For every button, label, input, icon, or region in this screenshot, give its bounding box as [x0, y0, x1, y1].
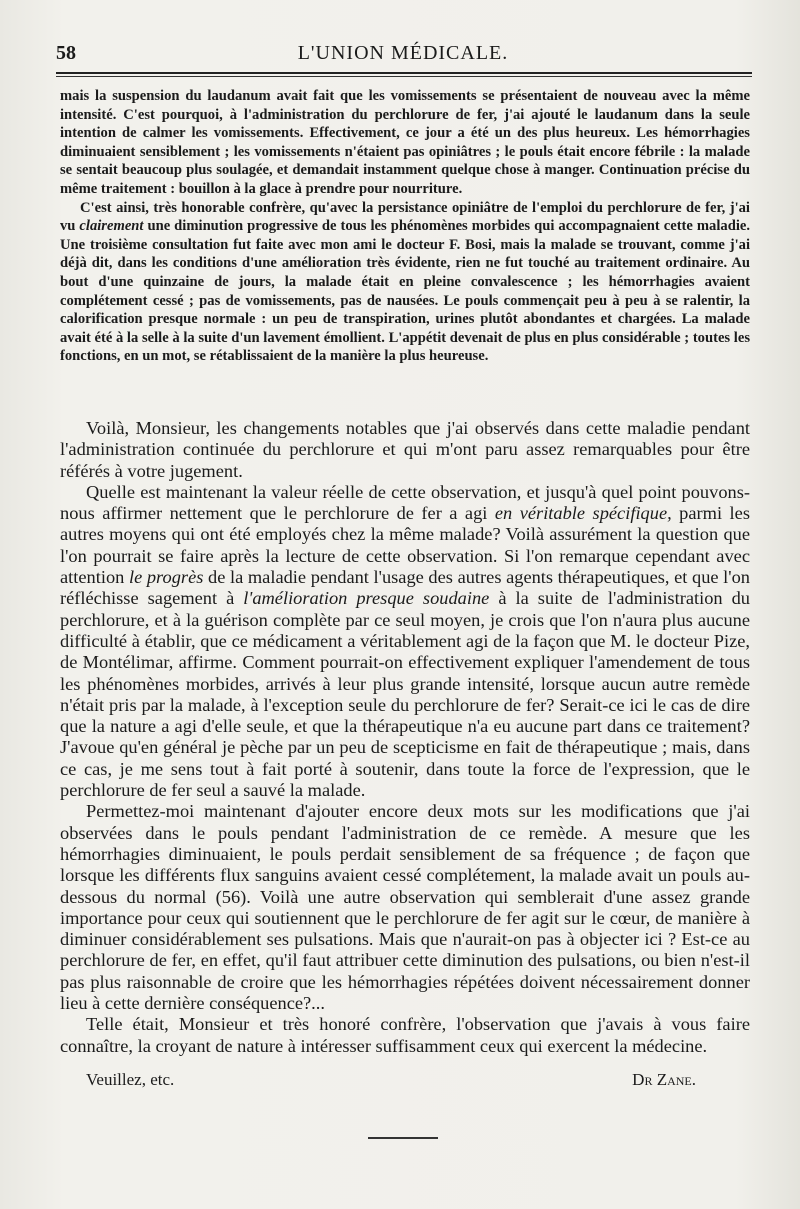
signature: Dr Zane. [632, 1070, 696, 1089]
page-number: 58 [56, 42, 76, 64]
running-title: L'UNION MÉDICALE. [297, 42, 509, 64]
header-rule [56, 72, 752, 77]
paragraph: Telle était, Monsieur et très honoré confrère, l'observation que j'avais à vous faire connaître, la croyant de nature à intéresser suffisamment ceux qui exercent la médecine. [60, 1014, 750, 1056]
closing-formula: Veuillez, etc. [86, 1070, 175, 1089]
text-run: de la maladie pendant l'usage des autres agents thérapeutiques, et que l'on réfléchisse sagement à [60, 567, 750, 609]
paragraph [60, 199, 750, 366]
paragraph: Voilà, Monsieur, les changements notables que j'ai observés dans cette maladie pendant l'administration continuée du perchlorure et qui m'ont paru assez remarquables pour être référés à votre jugement. [60, 418, 750, 481]
italic-text: le progrès [128, 567, 204, 588]
paragraph [60, 482, 750, 801]
end-rule [368, 1137, 438, 1139]
signoff [86, 1070, 696, 1094]
text-run: à la suite de l'administration du perchlorure, et à la guérison complète par ce seul moyen, je crois que l'on n'aura plus aucune difficulté à établir, que ce médicament a véritablement agi de la façon que M. le docteur Pize, de Montélimar, affirme. Comment pourrait-on effectivement expliquer l'amendement de tous les phénomènes morbides, arrivés à leur plus grande intensité, lorsque aucun autre remède n'était pris par la malade, à l'exception seule du perchlorure de fer? Serait-ce ici le cas de dire que la nature a agi d'elle seule, et que la thérapeutique n'a eu aucune part dans ce traitement? J'avoue qu'en général je pèche par un peu de scepticisme en fait de thérapeutique ; mais, dans ce cas, je me sens tout à fait porté à soutenir, dans toute la force de l'expression, que le perchlorure de fer seul a sauvé la malade. [60, 588, 750, 801]
letter-body-section [60, 418, 750, 1057]
paragraph: mais la suspension du laudanum avait fait que les vomissements se présentaient de nouveau avec la même intensité. C'est pourquoi, à l'administration du perchlorure de fer, j'ai ajouté le laudanum dans la seule intention de calmer les vomissements. Effectivement, ce jour a été un des plus heureux. Les hémorrhagies diminuaient sensiblement ; les vomissements n'étaient pas opiniâtres ; le pouls était encore fébrile : la malade se sentait beaucoup plus soulagée, et demandait instamment quelque chose à manger. Continuation précise du même traitement : bouillon à la glace à prendre pour nourriture. [60, 88, 750, 197]
running-header [56, 40, 750, 70]
italic-text: clairement [79, 218, 144, 235]
paragraph: Permettez-moi maintenant d'ajouter encore deux mots sur les modifications que j'ai observées dans le pouls pendant l'administration de ce remède. A mesure que les hémorrhagies diminuaient, le pouls perdait sensiblement de sa fréquence ; de façon que lorsque les différents flux sanguins avaient cessé complétement, la malade avait un pouls au-dessous du normal (56). Voilà une autre observation qui semblerait d'une assez grande importance pour ceux qui soutiennent que le perchlorure de fer agit sur le cœur, de manière à diminuer considérablement ses pulsations. Mais que n'aurait-on pas à objecter ici ? Est-ce au perchlorure de fer, en effet, qu'il faut attribuer cette diminution des pulsations, ou bien n'est-il pas plus raisonnable de croire que les hémorrhagies répétées doivent nécessairement donner lieu à cette dernière conséquence?... [60, 801, 750, 1014]
italic-text: en véritable spécifique, [494, 503, 672, 524]
text-run: parmi les autres moyens qui ont été employés chez la même malade? Voilà assurément la question que l'on pourrait se faire après la lecture de cette observation. Si l'on remarque cependant avec attention [60, 503, 750, 588]
italic-text: l'amélioration presque soudaine [243, 588, 490, 609]
text-run: Quelle est maintenant la valeur réelle de cette observation, et jusqu'à quel point pouvons-nous affirmer nettement que le perchlorure de fer a agi [60, 481, 750, 524]
text-run: C'est ainsi, très honorable confrère, qu'avec la persistance opiniâtre de l'emploi du perchlorure de fer, j'ai vu [60, 199, 750, 235]
text-run: une diminution progressive de tous les phénomènes morbides qui accompagnaient cette maladie. Une troisième consultation fut faite avec mon ami le docteur F. Bosi, mais la malade se trouvant, comme j'ai déjà dit, dans les conditions d'une amélioration très évidente, rien ne fut touché au traitement ordinaire. Au bout d'une quinzaine de jours, la malade était en pleine convalescence ; les hémorrhagies avaient complétement cessé ; pas de vomissements, pas de nausées. Le pouls commençait peu à peu à se ralentir, la calorification presque normale : un peu de transpiration, urines plutôt abondantes et chargées. La malade avait été à la selle à la suite d'un lavement émollient. L'appétit devenait de plus en plus considérable ; toutes les fonctions, en un mot, se rétablissaient de la manière la plus heureuse. [60, 218, 751, 365]
bold-text-section [60, 87, 750, 366]
